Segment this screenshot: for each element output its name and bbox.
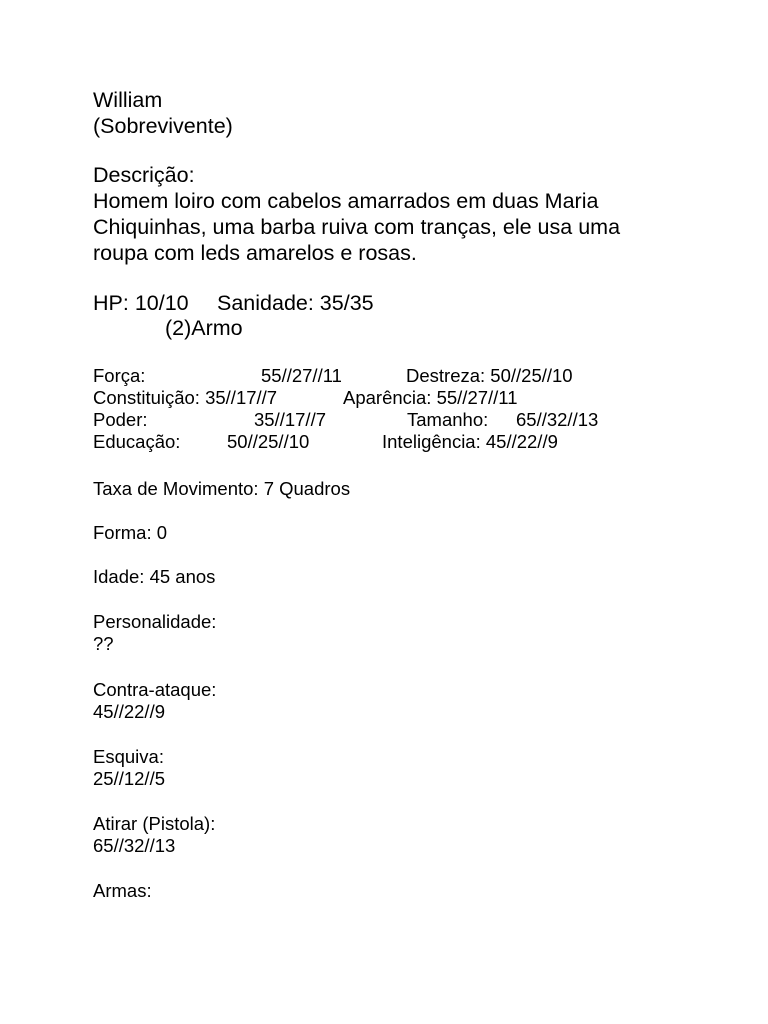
sanity-value: Sanidade: 35/35 (217, 291, 374, 315)
description-line: roupa com leds amarelos e rosas. (93, 241, 417, 265)
personality-label: Personalidade: (93, 611, 217, 632)
inteligencia-value: Inteligência: 45//22//9 (382, 431, 558, 452)
tamanho-value: 65//32//13 (516, 409, 599, 430)
hp-value: HP: 10/10 (93, 291, 189, 315)
counter-attack-label: Contra-ataque: (93, 679, 217, 700)
shoot-pistol-value: 65//32//13 (93, 835, 176, 856)
constituicao-value: Constituição: 35//17//7 (93, 387, 278, 408)
dodge-label: Esquiva: (93, 746, 164, 767)
poder-label: Poder: (93, 409, 148, 430)
forma-value: Forma: 0 (93, 522, 168, 543)
forca-value: 55//27//11 (261, 365, 342, 386)
character-role: (Sobrevivente) (93, 114, 233, 138)
forca-label: Força: (93, 365, 146, 386)
aparencia-value: Aparência: 55//27//11 (343, 387, 518, 408)
educacao-label: Educação: (93, 431, 181, 452)
description-label: Descrição: (93, 163, 195, 187)
poder-value: 35//17//7 (254, 409, 327, 430)
description-line: Homem loiro com cabelos amarrados em duas Maria (93, 189, 599, 213)
age-value: Idade: 45 anos (93, 566, 216, 587)
destreza-value: Destreza: 50//25//10 (406, 365, 573, 386)
dodge-value: 25//12//5 (93, 768, 166, 789)
character-name: William (93, 88, 163, 112)
personality-value: ?? (93, 633, 114, 654)
movement-rate: Taxa de Movimento: 7 Quadros (93, 478, 351, 499)
counter-attack-value: 45//22//9 (93, 701, 166, 722)
educacao-value: 50//25//10 (227, 431, 310, 452)
weapons-label: Armas: (93, 880, 152, 901)
armor-value: (2)Armo (165, 316, 243, 340)
description-line: Chiquinhas, uma barba ruiva com tranças, ele usa uma (93, 215, 621, 239)
tamanho-label: Tamanho: (407, 409, 489, 430)
shoot-pistol-label: Atirar (Pistola): (93, 813, 216, 834)
